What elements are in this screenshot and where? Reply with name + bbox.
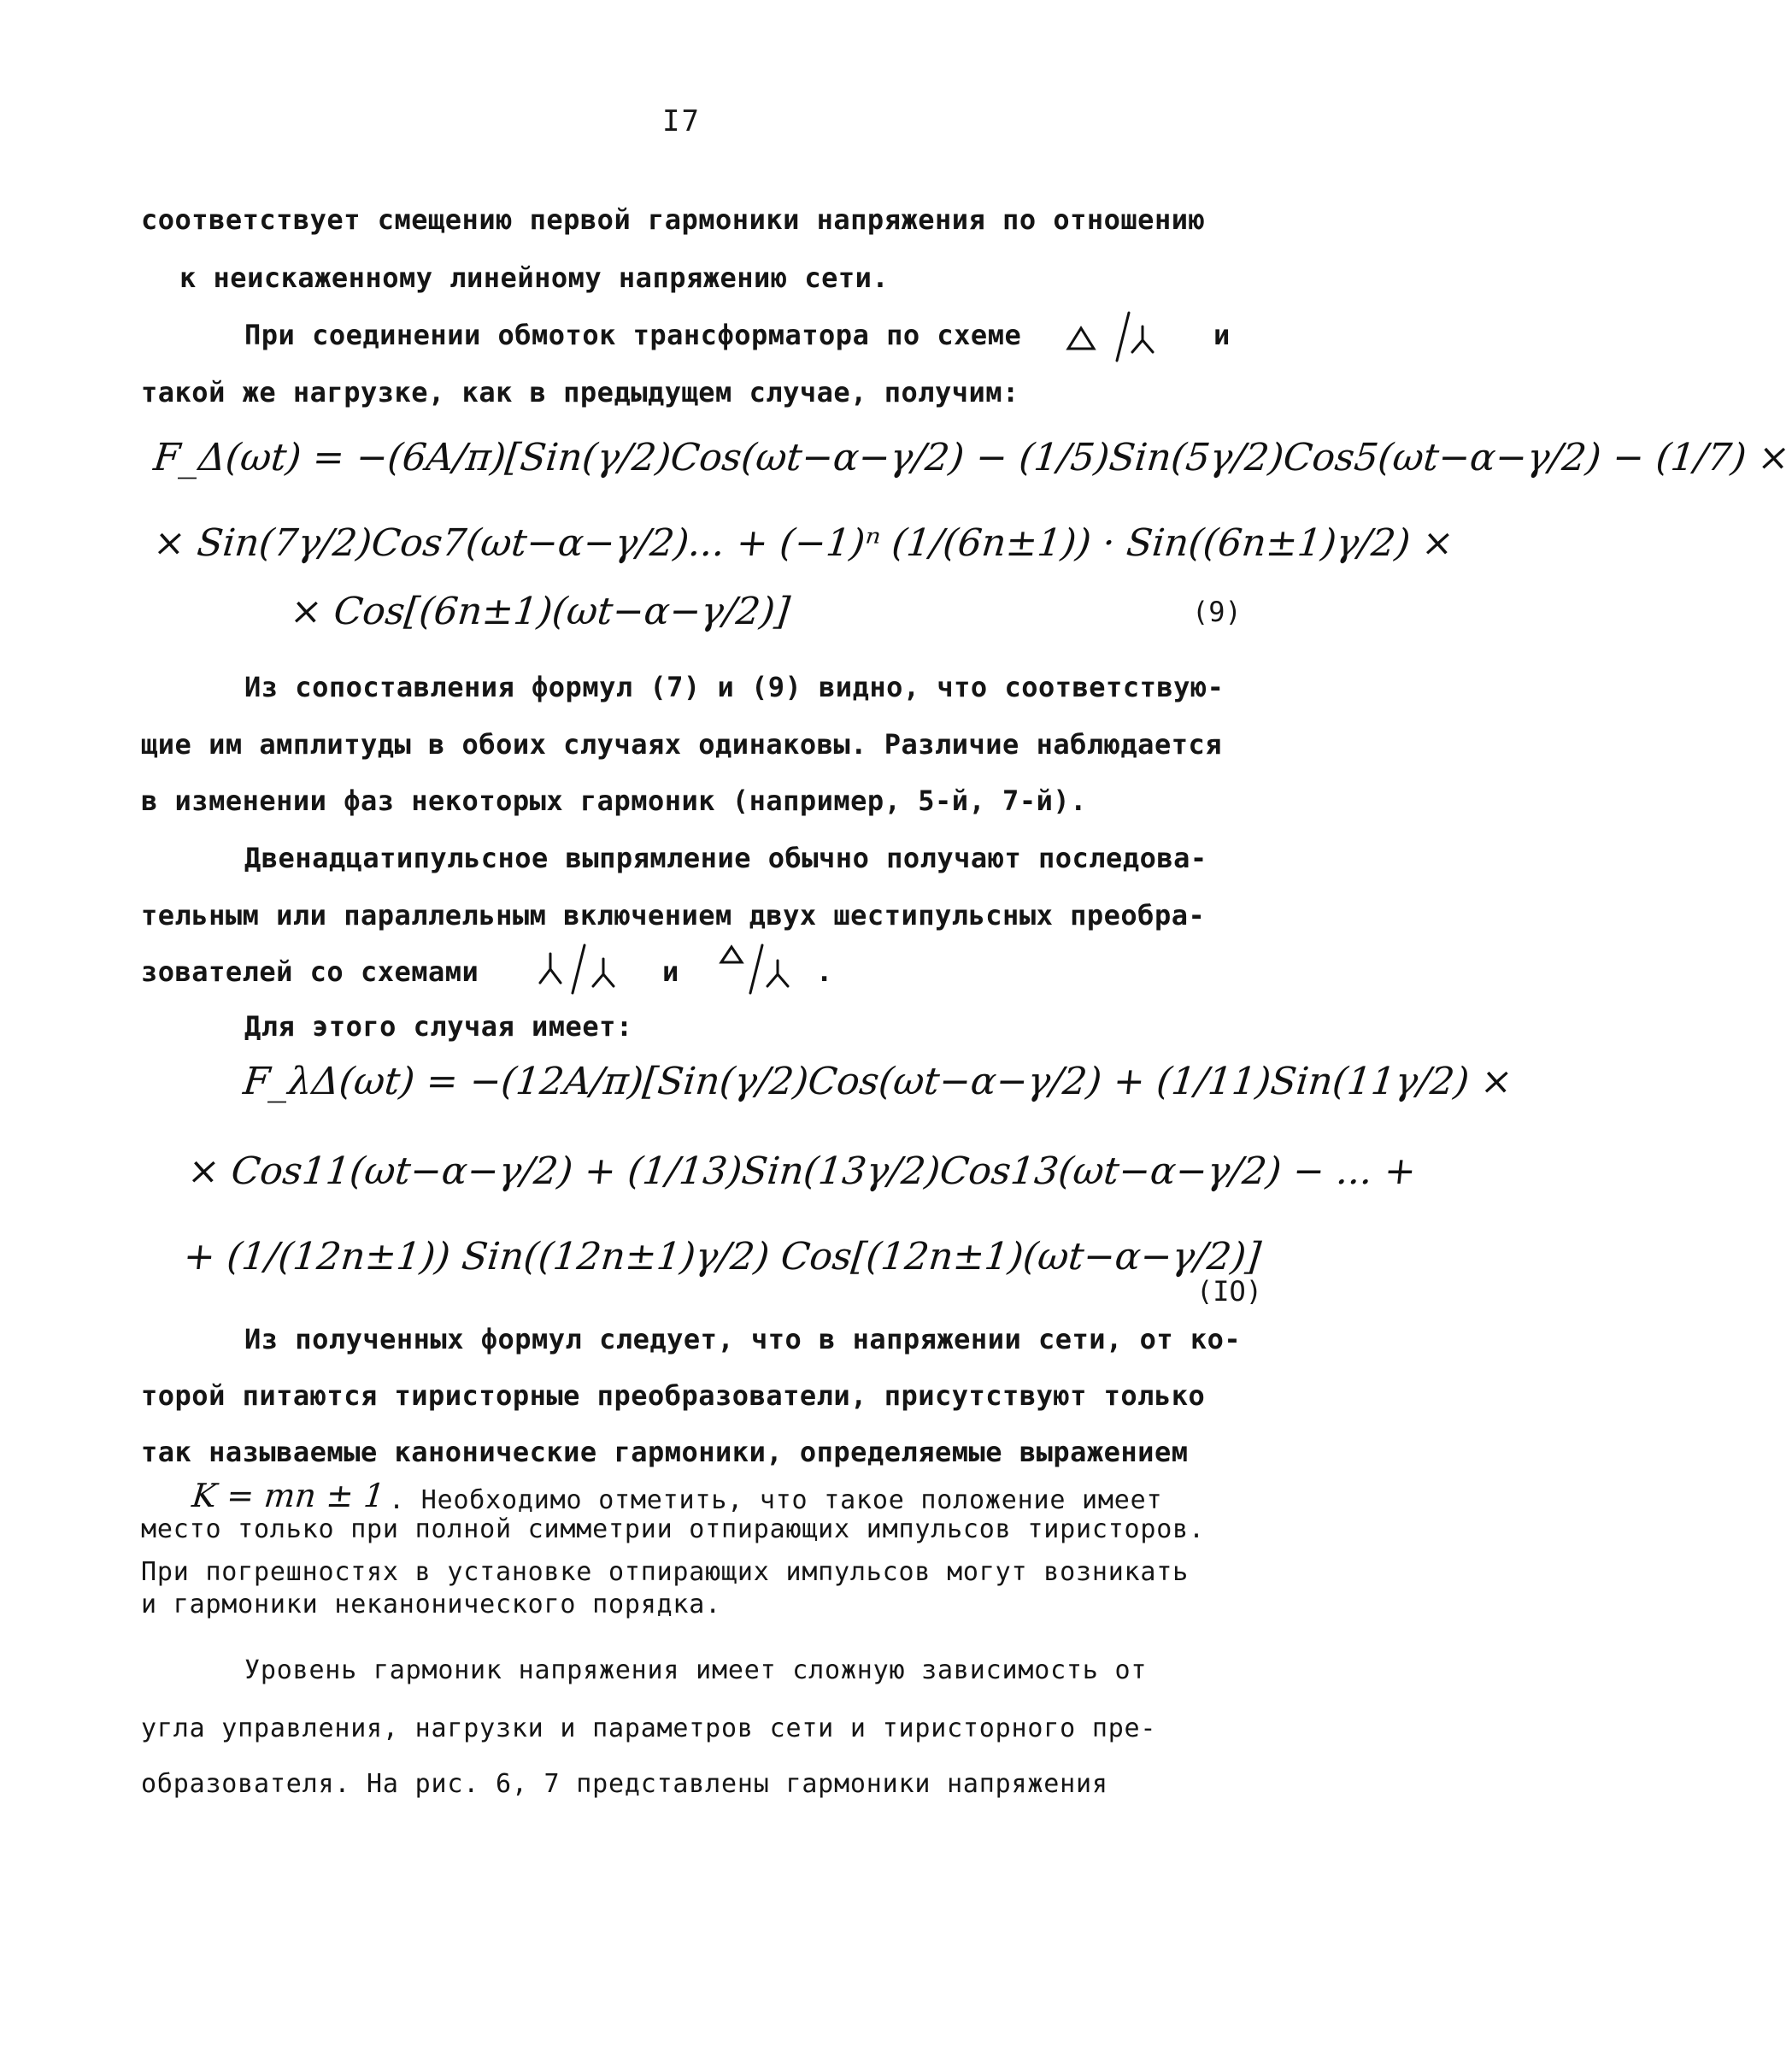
text-line-5: Из сопоставления формул (7) и (9) видно, что соответствую- [244,671,1225,703]
text-line-4: такой же нагрузке, как в предыдущем случае, получим: [141,376,1019,409]
text-line-18: и гармоники неканонического порядка. [141,1590,722,1619]
text-line-3-and: и [1213,319,1231,351]
text-line-9: тельным или параллельным включением двух шестипульсных преобра- [141,899,1206,932]
text-line-8: Двенадцатипульсное выпрямление обычно получают последова- [244,842,1207,874]
text-line-16: место только при полной симметрии отпирающих импульсов тиристоров. [141,1514,1205,1544]
text-line-10-and: и [662,955,679,988]
text-line-19: Уровень гармоник напряжения имеет сложную зависимость от [244,1655,1148,1685]
delta-wye-scheme-symbol [1064,308,1158,367]
canonical-harmonic-formula: K = mn ± 1 [190,1477,387,1514]
text-line-7: в изменении фаз некоторых гармоник (например, 5-й, 7-й). [141,785,1087,817]
formula-9-line-2: × Sin(7γ/2)Cos7(ωt−α−γ/2)... + (−1)ⁿ (1/(6n±1)) · Sin((6n±1)γ/2) × [151,521,1456,565]
text-line-1: соответствует смещению первой гармоники напряжения по отношению [141,203,1206,236]
wye-wye-scheme-symbol [537,940,631,1000]
text-line-20: угла управления, нагрузки и параметров сети и тиристорного пре- [141,1713,1157,1743]
equation-number-9: (9) [1192,596,1242,628]
text-line-12: Из полученных формул следует, что в напряжении сети, от ко- [244,1323,1242,1355]
text-line-17: При погрешностях в установке отпирающих импульсов могут возникать [141,1557,1189,1587]
formula-10-line-1: F_λΔ(ωt) = −(12A/π)[Sin(γ/2)Cos(ωt−α−γ/2) + (1/11)Sin(11γ/2) × [241,1060,1515,1103]
text-line-10: зователей со схемами [141,955,479,988]
text-line-11: Для этого случая имеет: [244,1010,633,1043]
page-number: I7 [662,104,701,138]
formula-9-line-3: × Cos[(6n±1)(ωt−α−γ/2)] [288,590,792,633]
delta-wye-scheme-symbol-2 [718,940,812,1000]
text-line-2: к неискаженному линейному напряжению сети. [179,262,890,294]
formula-9-line-1: F_Δ(ωt) = −(6A/π)[Sin(γ/2)Cos(ωt−α−γ/2) − (1/5)Sin(5γ/2)Cos5(ωt−α−γ/2) − (1/7) × [151,436,1792,479]
text-line-6: щие им амплитуды в обоих случаях одинаковы. Различие наблюдается [141,728,1222,761]
text-line-10-end: . [816,955,833,988]
text-line-14: так называемые канонические гармоники, определяемые выражением [141,1436,1189,1468]
text-line-15: . Необходимо отметить, что такое положение имеет [389,1485,1163,1515]
equation-number-10: (IO) [1196,1275,1263,1308]
text-line-21: образователя. На рис. 6, 7 представлены гармоники напряжения [141,1769,1108,1799]
text-line-3: При соединении обмоток трансформатора по схеме [244,319,1022,351]
formula-10-line-3: + (1/(12n±1)) Sin((12n±1)γ/2) Cos[(12n±1)(ωt−α−γ/2)] [181,1235,1263,1278]
text-line-13: торой питаются тиристорные преобразователи, присутствуют только [141,1379,1206,1412]
formula-10-line-2: × Cos11(ωt−α−γ/2) + (1/13)Sin(13γ/2)Cos13(ωt−α−γ/2) − ... + [185,1149,1419,1193]
